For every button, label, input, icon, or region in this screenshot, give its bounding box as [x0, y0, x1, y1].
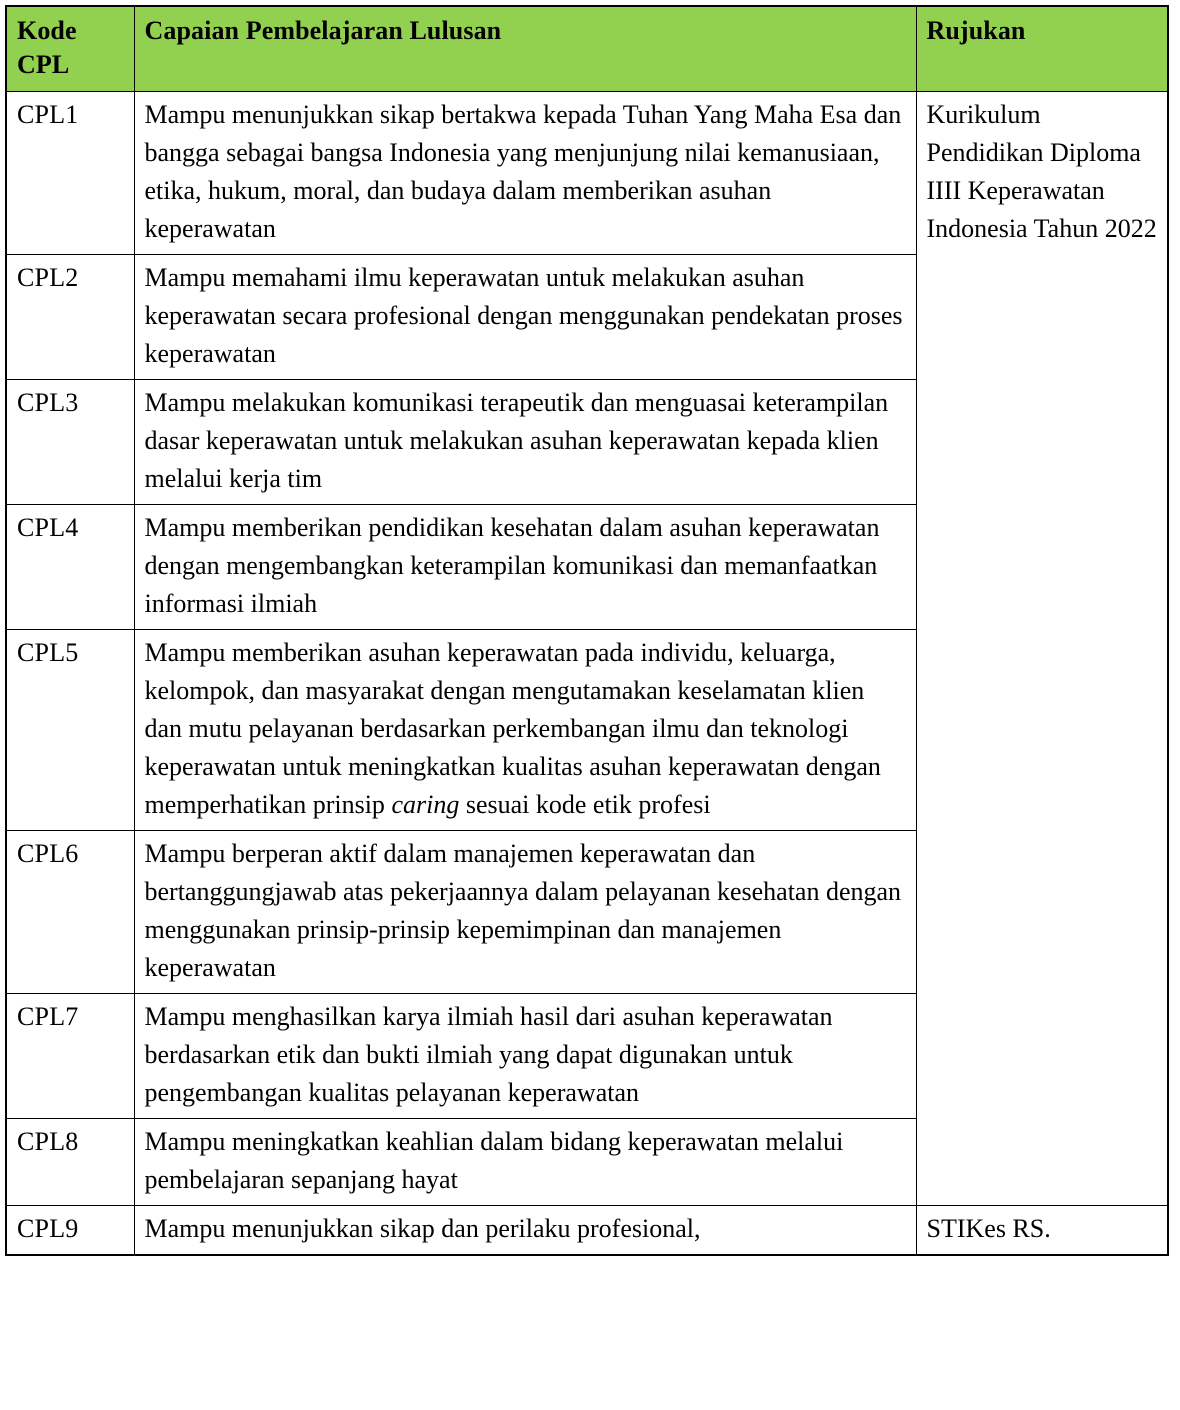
cell-capaian-cpl6: Mampu berperan aktif dalam manajemen keperawatan dan bertanggungjawab atas pekerjaannya dalam pelayanan kesehatan dengan menggunakan prinsip-prinsip kepemimpinan dan manajemen keperawatan [134, 831, 916, 994]
table-row [6, 1206, 1168, 1256]
table-body [6, 92, 1168, 1256]
cell-capaian-cpl2: Mampu memahami ilmu keperawatan untuk melakukan asuhan keperawatan secara profesional dengan menggunakan pendekatan proses keperawatan [134, 255, 916, 380]
cell-rujukan-kurikulum: Kurikulum Pendidikan Diploma IIII Keperawatan Indonesia Tahun 2022 [916, 92, 1168, 1206]
cell-capaian-cpl1: Mampu menunjukkan sikap bertakwa kepada Tuhan Yang Maha Esa dan bangga sebagai bangsa Indonesia yang menjunjung nilai kemanusiaan, etika, hukum, moral, dan budaya dalam memberikan asuhan keperawatan [134, 92, 916, 255]
cell-kode-cpl8: CPL8 [6, 1119, 134, 1206]
column-header-capaian-pembelajaran-lulusan: Capaian Pembelajaran Lulusan [134, 6, 916, 92]
cell-kode-cpl9: CPL9 [6, 1206, 134, 1256]
capaian-cpl5-text-part2: sesuai kode etik profesi [459, 790, 711, 819]
cell-kode-cpl1: CPL1 [6, 92, 134, 255]
cell-capaian-cpl7: Mampu menghasilkan karya ilmiah hasil dari asuhan keperawatan berdasarkan etik dan bukti ilmiah yang dapat digunakan untuk pengembangan kualitas pelayanan keperawatan [134, 994, 916, 1119]
cell-kode-cpl2: CPL2 [6, 255, 134, 380]
cell-rujukan-stikes-rs: STIKes RS. [916, 1206, 1168, 1256]
cell-capaian-cpl9: Mampu menunjukkan sikap dan perilaku profesional, [134, 1206, 916, 1256]
cell-kode-cpl4: CPL4 [6, 505, 134, 630]
column-header-rujukan: Rujukan [916, 6, 1168, 92]
capaian-cpl5-italic-term: caring [391, 790, 460, 819]
cpl-table [5, 5, 1169, 1256]
table-header-row [6, 6, 1168, 92]
cell-kode-cpl5: CPL5 [6, 630, 134, 831]
cell-kode-cpl6: CPL6 [6, 831, 134, 994]
cell-capaian-cpl8: Mampu meningkatkan keahlian dalam bidang keperawatan melalui pembelajaran sepanjang hayat [134, 1119, 916, 1206]
cell-capaian-cpl3: Mampu melakukan komunikasi terapeutik dan menguasai keterampilan dasar keperawatan untuk melakukan asuhan keperawatan kepada klien melalui kerja tim [134, 380, 916, 505]
cell-capaian-cpl4: Mampu memberikan pendidikan kesehatan dalam asuhan keperawatan dengan mengembangkan keterampilan komunikasi dan memanfaatkan informasi ilmiah [134, 505, 916, 630]
cell-capaian-cpl5 [134, 630, 916, 831]
cell-kode-cpl7: CPL7 [6, 994, 134, 1119]
cell-kode-cpl3: CPL3 [6, 380, 134, 505]
column-header-kode-cpl: Kode CPL [6, 6, 134, 92]
capaian-cpl5-text-part1: Mampu memberikan asuhan keperawatan pada individu, keluarga, kelompok, dan masyarakat dengan mengutamakan keselamatan klien dan mutu pelayanan berdasarkan perkembangan ilmu dan teknologi keperawatan untuk meningkatkan kualitas asuhan keperawatan dengan memperhatikan prinsip [144, 638, 881, 819]
table-row [6, 92, 1168, 255]
table-header [6, 6, 1168, 92]
